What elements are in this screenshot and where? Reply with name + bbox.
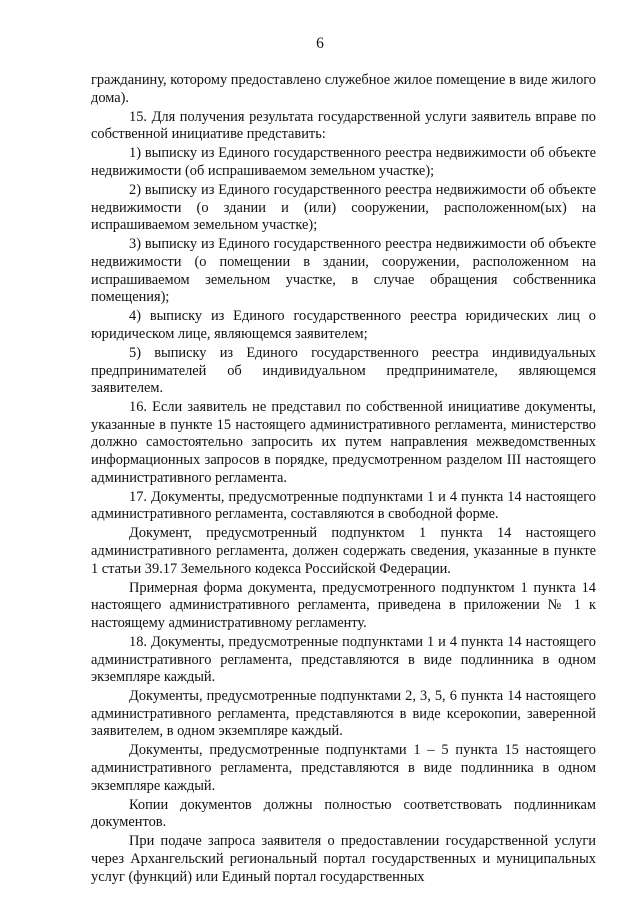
paragraph: 15. Для получения результата государственной услуги заявитель вправе по собственной инициативе представить: <box>91 108 596 143</box>
paragraph: 3) выписку из Единого государственного реестра недвижимости об объекте недвижимости (о помещении в здании, сооружении, расположенном на испрашиваемом земельном участке, в случае обращения собственника помещения); <box>91 236 596 306</box>
page-number: 6 <box>316 35 324 52</box>
paragraph: 17. Документы, предусмотренные подпунктами 1 и 4 пункта 14 настоящего административного регламента, составляются в свободной форме. <box>91 488 596 523</box>
paragraph: 18. Документы, предусмотренные подпунктами 1 и 4 пункта 14 настоящего административного регламента, представляются в виде подлинника в одном экземпляре каждый. <box>91 633 596 686</box>
paragraph: Копии документов должны полностью соответствовать подлинникам документов. <box>91 796 596 831</box>
document-body <box>91 72 596 888</box>
paragraph: Документ, предусмотренный подпунктом 1 пункта 14 настоящего административного регламента, должен содержать сведения, указанные в пункте 1 статьи 39.17 Земельного кодекса Российской Федерации. <box>91 525 596 577</box>
paragraph: Документы, предусмотренные подпунктами 2, 3, 5, 6 пункта 14 настоящего административного регламента, представляются в виде ксерокопии, заверенной заявителем, в одном экземпляре каждый. <box>91 688 596 740</box>
paragraph: 2) выписку из Единого государственного реестра недвижимости об объекте недвижимости (о здании и (или) сооружении, расположенном(ых) на испрашиваемом земельном участке); <box>91 182 596 234</box>
paragraph: гражданину, которому предоставлено служебное жилое помещение в виде жилого дома). <box>91 72 596 106</box>
paragraph: При подаче запроса заявителя о предоставлении государственной услуги через Архангельский региональный портал государственных и муниципальных услуг (функций) или Единый портал государственных <box>91 833 596 885</box>
paragraph: Примерная форма документа, предусмотренного подпунктом 1 пункта 14 настоящего административного регламента, приведена в приложении № 1 к настоящему административному регламенту. <box>91 579 596 631</box>
paragraph: Документы, предусмотренные подпунктами 1 – 5 пункта 15 настоящего административного регламента, представляются в виде подлинника в одном экземпляре каждый. <box>91 742 596 794</box>
paragraph: 5) выписку из Единого государственного реестра индивидуальных предпринимателей об индивидуальном предпринимателе, являющемся заявителем. <box>91 344 596 397</box>
paragraph: 16. Если заявитель не представил по собственной инициативе документы, указанные в пункте 15 настоящего административного регламента, министерство должно самостоятельно запросить их путем направления межведомственных информационных запросов в порядке, предусмотренном разделом III настоящего административного регламента. <box>91 399 596 486</box>
paragraph: 1) выписку из Единого государственного реестра недвижимости об объекте недвижимости (об испрашиваемом земельном участке); <box>91 145 596 179</box>
paragraph: 4) выписку из Единого государственного реестра юридических лиц о юридическом лице, являющемся заявителем; <box>91 308 596 342</box>
